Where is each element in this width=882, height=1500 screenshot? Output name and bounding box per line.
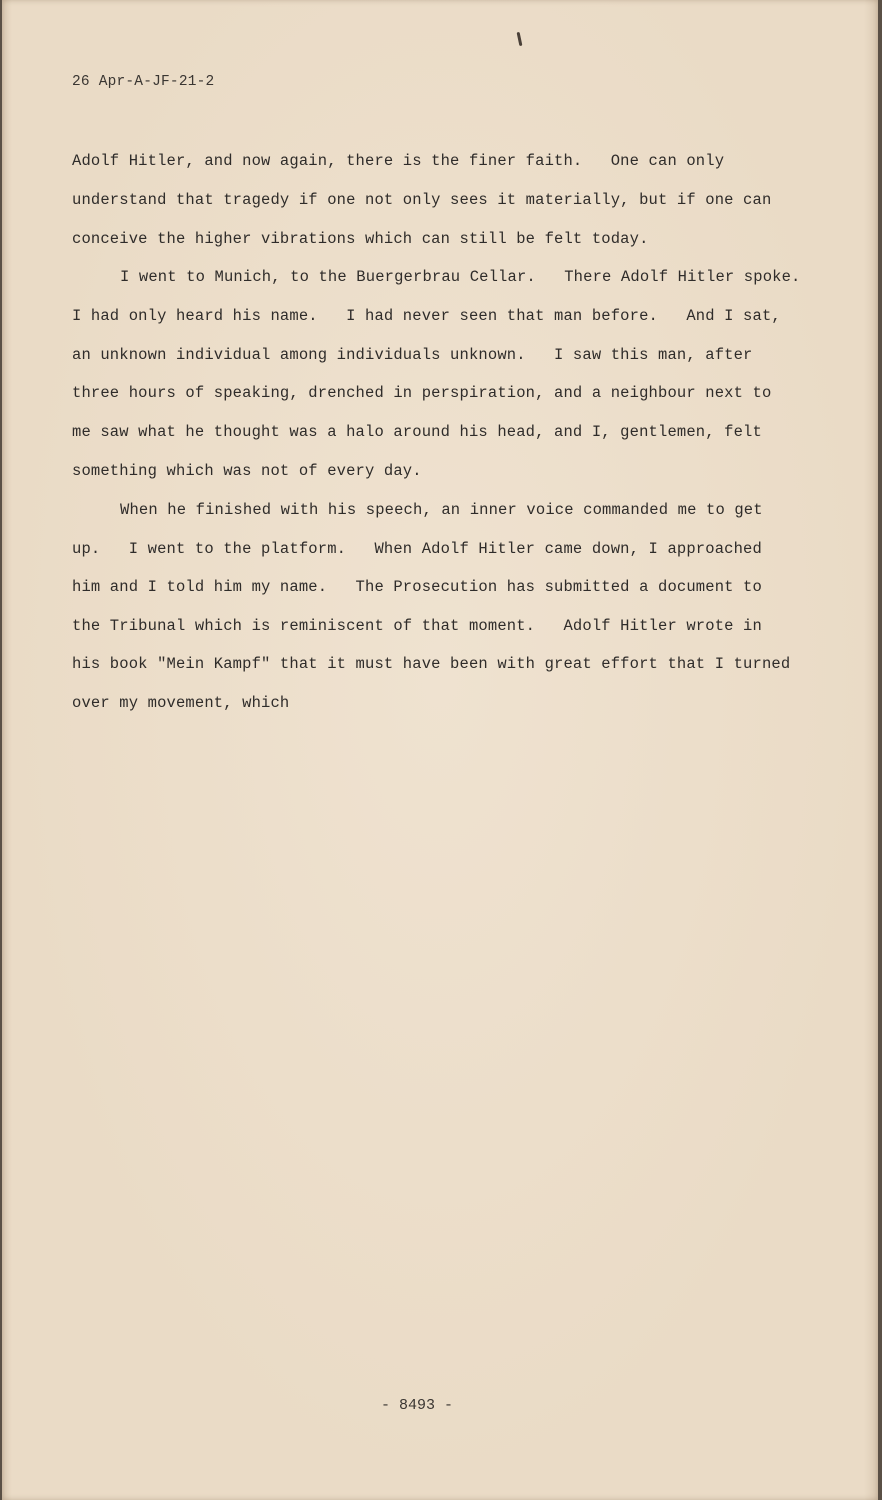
text-line-5: I had only heard his name. I had never seen that man before. And I sat, xyxy=(72,307,781,325)
text-line-13: the Tribunal which is reminiscent of that moment. Adolf Hitler wrote in xyxy=(72,617,762,635)
text-line-7: three hours of speaking, drenched in perspiration, and a neighbour next to xyxy=(72,384,772,402)
document-reference: 26 Apr-A-JF-21-2 xyxy=(72,74,215,90)
page-number: - 8493 - xyxy=(381,1397,454,1414)
text-line-9: something which was not of every day. xyxy=(72,462,422,480)
text-line-8: me saw what he thought was a halo around his head, and I, gentlemen, felt xyxy=(72,423,762,441)
text-line-12: him and I told him my name. The Prosecution has submitted a document to xyxy=(72,578,762,596)
text-line-3: conceive the higher vibrations which can still be felt today. xyxy=(72,230,649,248)
document-page xyxy=(2,0,878,1500)
text-line-15: over my movement, which xyxy=(72,694,290,712)
text-line-2: understand that tragedy if one not only sees it materially, but if one can xyxy=(72,191,772,209)
text-line-1: Adolf Hitler, and now again, there is the finer faith. One can only xyxy=(72,152,725,170)
text-line-4: I went to Munich, to the Buergerbrau Cellar. There Adolf Hitler spoke. xyxy=(120,268,801,286)
text-line-14: his book "Mein Kampf" that it must have been with great effort that I turned xyxy=(72,655,791,673)
text-line-10: When he finished with his speech, an inner voice commanded me to get xyxy=(120,501,763,519)
ink-mark xyxy=(517,32,523,46)
text-line-6: an unknown individual among individuals unknown. I saw this man, after xyxy=(72,346,753,364)
text-line-11: up. I went to the platform. When Adolf Hitler came down, I approached xyxy=(72,540,762,558)
